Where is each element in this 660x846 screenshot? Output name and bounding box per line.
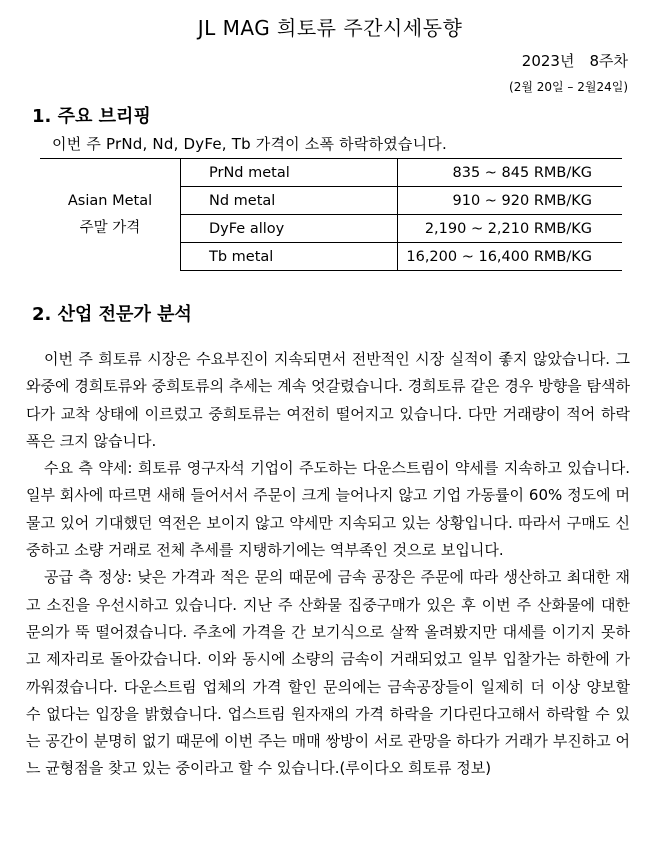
price-table-label-line2: 주말 가격 xyxy=(79,219,141,236)
analysis-body xyxy=(26,346,630,783)
price-table-label xyxy=(40,159,181,271)
analysis-paragraph: 수요 측 약세: 희토류 영구자석 기업이 주도하는 다운스트림이 약세를 지속하고 있습니다. 일부 회사에 따르면 새해 들어서서 주문이 크게 늘어나지 않고 기업 가동률이 60% 정도에 머물고 있어 기대했던 역전은 보이지 않고 약세만 지속되고 있는 상황입니다. 따라서 구매도 신중하고 소량 거래로 전체 추세를 지탱하기에는 역부족인 것으로 보입니다. xyxy=(26,459,630,560)
report-week: 2023년 8주차 xyxy=(521,52,628,70)
price-table-label-line1: Asian Metal xyxy=(67,192,153,209)
metal-name: Tb metal xyxy=(181,243,398,271)
section-heading-briefing: 1. 주요 브리핑 xyxy=(32,106,151,127)
metal-price: 910 ~ 920 RMB/KG xyxy=(398,187,623,215)
analysis-paragraph: 이번 주 희토류 시장은 수요부진이 지속되면서 전반적인 시장 실적이 좋지 않았습니다. 그 와중에 경희토류와 중희토류의 추세는 계속 엇갈렸습니다. 경희토류 같은 경우 방향을 탐색하다가 교착 상태에 이르렀고 중희토류는 여전히 떨어지고 있습니다. 다만 거래량이 적어 하락폭은 크지 않습니다. xyxy=(26,350,630,450)
report-date-range: (2월 20일 – 2월24일) xyxy=(509,80,628,94)
metal-price: 2,190 ~ 2,210 RMB/KG xyxy=(398,215,623,243)
metal-price: 16,200 ~ 16,400 RMB/KG xyxy=(398,243,623,271)
report-title: JL MAG 희토류 주간시세동향 xyxy=(197,16,463,40)
metal-name: Nd metal xyxy=(181,187,398,215)
metal-name: DyFe alloy xyxy=(181,215,398,243)
price-table xyxy=(40,158,622,271)
briefing-summary: 이번 주 PrNd, Nd, DyFe, Tb 가격이 소폭 하락하였습니다. xyxy=(52,135,447,153)
analysis-paragraph: 공급 측 정상: 낮은 가격과 적은 문의 때문에 금속 공장은 주문에 따라 생산하고 최대한 재고 소진을 우선시하고 있습니다. 지난 주 산화물 집중구매가 있은 후 이번 주 산화물에 대한 문의가 뚝 떨어졌습니다. 주초에 가격을 간 보기식으로 살짝 올려봤지만 대세를 이기지 못하고 제자리로 돌아갔습니다. 이와 동시에 소량의 금속이 거래되었고 일부 입찰가는 하한에 가까워졌습니다. 다운스트림 업체의 가격 할인 문의에는 금속공장들이 일제히 더 이상 양보할 수 없다는 입장을 밝혔습니다. 업스트림 원자재의 가격 하락을 기다린다고해서 하락할 수 있는 공간이 분명히 없기 때문에 이번 주는 매매 쌍방이 서로 관망을 하다가 거래가 부진하고 어느 균형점을 찾고 있는 중이라고 할 수 있습니다.(루이다오 희토류 정보) xyxy=(26,568,630,778)
table-row xyxy=(40,159,622,187)
section-heading-analysis: 2. 산업 전문가 분석 xyxy=(32,304,192,325)
metal-name: PrNd metal xyxy=(181,159,398,187)
metal-price: 835 ~ 845 RMB/KG xyxy=(398,159,623,187)
